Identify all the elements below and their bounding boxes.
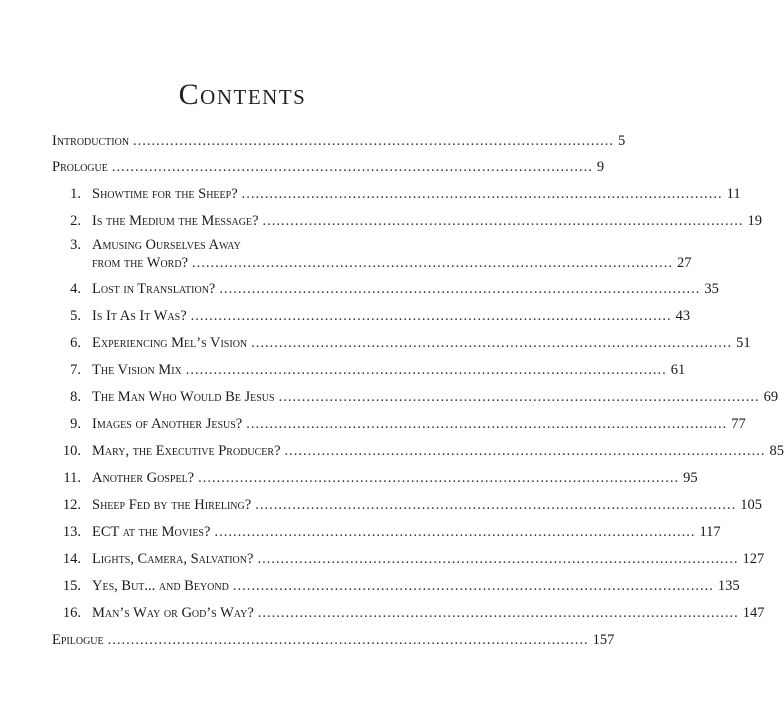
dot-leader: ........................................................................................................ xyxy=(241,186,723,202)
toc-entry-label: from the Word? xyxy=(92,255,189,271)
toc-page-number: 147 xyxy=(742,605,765,621)
toc-page-number: 77 xyxy=(731,416,746,432)
chapter-number: 14. xyxy=(62,551,81,567)
dot-leader: ........................................................................................................ xyxy=(232,578,714,594)
toc-entry-label: Showtime for the Sheep? xyxy=(92,186,238,202)
dot-leader: ........................................................................................................ xyxy=(111,159,593,175)
dot-leader: ........................................................................................................ xyxy=(278,389,760,405)
dot-leader: ........................................................................................................ xyxy=(255,497,737,513)
dot-leader: ........................................................................................................ xyxy=(262,213,744,229)
toc-page-number: 117 xyxy=(699,524,721,540)
chapter-number: 2. xyxy=(70,213,81,229)
chapter-number: 16. xyxy=(62,605,81,621)
toc-page-number: 105 xyxy=(740,497,762,513)
dot-leader: ........................................................................................................ xyxy=(190,308,672,324)
dot-leader: ........................................................................................................ xyxy=(185,362,667,378)
chapter-number: 1. xyxy=(70,186,81,202)
chapter-number: 12. xyxy=(62,497,81,513)
chapter-number: 9. xyxy=(70,416,81,432)
toc-entry-label: Lost in Translation? xyxy=(92,281,216,297)
dot-leader: ........................................................................................................ xyxy=(284,443,766,459)
dot-leader: ........................................................................................................ xyxy=(198,470,680,486)
toc-entry-chapter-3[interactable] xyxy=(52,236,692,276)
chapter-number: 13. xyxy=(62,524,81,540)
chapter-number: 8. xyxy=(70,389,81,405)
toc-page-number: 11 xyxy=(726,186,741,202)
toc-page-number: 19 xyxy=(747,213,763,229)
toc-entry-label: Is the Medium the Message? xyxy=(92,213,259,229)
toc-entry-label: Yes, But... and Beyond xyxy=(92,578,229,594)
toc-entry-label: Lights, Camera, Salvation? xyxy=(92,551,254,567)
dot-leader: ........................................................................................................ xyxy=(214,524,696,540)
chapter-number: 3. xyxy=(70,237,81,253)
dot-leader: ........................................................................................................ xyxy=(246,416,728,432)
chapter-number: 4. xyxy=(70,281,81,297)
toc-page-number: 27 xyxy=(677,255,692,271)
toc-entry-label: Introduction xyxy=(52,133,130,149)
toc-page-number: 85 xyxy=(769,443,784,459)
toc-entry-label: The Vision Mix xyxy=(92,362,182,378)
toc-page-number: 61 xyxy=(670,362,686,378)
page-title: Contents xyxy=(178,78,307,111)
dot-leader: ........................................................................................................ xyxy=(107,632,589,648)
toc-entry-label: Another Gospel? xyxy=(92,470,195,486)
toc-entry-label-line1: Amusing Ourselves Away xyxy=(92,237,241,253)
toc-entry-label: ECT at the Movies? xyxy=(92,524,211,540)
toc-page-number: 51 xyxy=(736,335,751,351)
toc-page-number: 157 xyxy=(592,632,615,648)
chapter-number: 11. xyxy=(63,470,81,486)
toc-entry-label: Images of Another Jesus? xyxy=(92,416,243,432)
dot-leader: ........................................................................................................ xyxy=(257,551,739,567)
chapter-number: 5. xyxy=(70,308,81,324)
chapter-number: 6. xyxy=(70,335,81,351)
toc-page-number: 135 xyxy=(717,578,740,594)
dot-leader: ........................................................................................................ xyxy=(192,255,674,271)
toc-page-number: 43 xyxy=(675,308,691,324)
toc-entry-label: Is It As It Was? xyxy=(92,308,187,324)
dot-leader: ........................................................................................................ xyxy=(257,605,739,621)
chapter-number: 10. xyxy=(62,443,81,459)
chapter-number: 15. xyxy=(62,578,81,594)
toc-entry-label: Experiencing Mel’s Vision xyxy=(92,335,248,351)
chapter-number: 7. xyxy=(70,362,81,378)
toc-entry-label: Prologue xyxy=(52,159,108,175)
toc-page-number: 127 xyxy=(742,551,765,567)
toc-page-number: 9 xyxy=(596,159,605,175)
dot-leader: ........................................................................................................ xyxy=(133,133,615,149)
toc-page-number: 95 xyxy=(683,470,698,486)
dot-leader: ........................................................................................................ xyxy=(251,335,733,351)
toc-entry-label: Man’s Way or God’s Way? xyxy=(92,605,254,621)
toc-entry-label: Epilogue xyxy=(52,632,104,648)
toc-page-number: 35 xyxy=(704,281,719,297)
toc-page-number: 5 xyxy=(618,133,626,149)
dot-leader: ........................................................................................................ xyxy=(219,281,701,297)
toc-entry-label: Mary, the Executive Producer? xyxy=(92,443,281,459)
toc-entry-label: Sheep Fed by the Hireling? xyxy=(92,497,252,513)
toc-page-number: 69 xyxy=(763,389,779,405)
toc-entry-label: The Man Who Would Be Jesus xyxy=(92,389,275,405)
